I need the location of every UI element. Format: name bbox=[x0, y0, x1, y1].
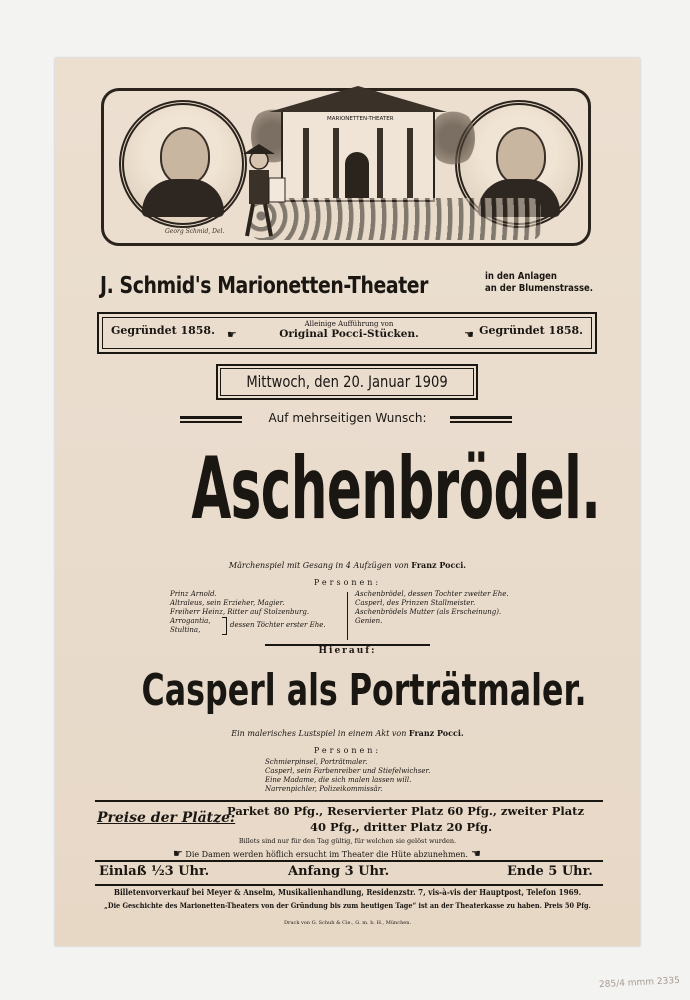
prices-label: Preise der Plätze: bbox=[97, 810, 236, 826]
pointing-hand-icon: ☛ bbox=[227, 328, 237, 341]
founded-left: Gegründet 1858. bbox=[111, 324, 215, 337]
play2-title-wrap bbox=[55, 660, 640, 722]
hats-notice-text: Die Damen werden höflich ersucht im Theater die Hüte abzunehmen. bbox=[185, 850, 468, 859]
brace bbox=[222, 617, 227, 635]
prices-line-2: 40 Pfg., dritter Platz 20 Pfg. bbox=[310, 820, 493, 834]
ticket-sales: Billetenvorverkauf bei Meyer & Anselm, Musikalienhandlung, Residenzstr. 7, vis-à-vis der Hauptpost, Telefon 1969. bbox=[113, 887, 582, 897]
play1-cast-left bbox=[170, 590, 340, 635]
location-line-2: an der Blumenstrasse. bbox=[485, 283, 594, 294]
founded-right: Gegründet 1858. bbox=[479, 324, 583, 337]
prices-note: Billets sind nur für den Tag gültig, für welchen sie gelöst wurden. bbox=[238, 837, 457, 845]
cast-pair bbox=[170, 617, 340, 635]
founded-middle-line-2: Original Pocci-Stücken. bbox=[279, 328, 419, 340]
poster-sheet bbox=[55, 58, 640, 946]
theatre-title: J. Schmid's Marionetten-Theater bbox=[100, 273, 429, 299]
artist-signature: Georg Schmid, Del. bbox=[165, 228, 225, 235]
play2-subtitle-text: Ein malerisches Lustspiel in einem Akt von bbox=[231, 729, 407, 738]
play2-title: Casperl als Porträtmaler. bbox=[141, 665, 587, 716]
play2-subtitle bbox=[55, 728, 640, 738]
play1-subtitle bbox=[55, 560, 640, 570]
cast-divider bbox=[347, 592, 348, 640]
date-box bbox=[216, 364, 478, 400]
printer-credit: Druck von G. Schuh & Cie., G. m. b. H., München. bbox=[283, 920, 412, 926]
cast-entry: Schmierpinsel, Porträtmaler. bbox=[265, 758, 368, 766]
theatre-sign: MARIONETTEN-THEATER bbox=[327, 116, 394, 122]
header-illustration bbox=[101, 88, 591, 246]
theatre-column bbox=[333, 128, 339, 198]
cast-entry: Aschenbrödels Mutter (als Erscheinung). bbox=[355, 608, 502, 616]
crowd-of-children bbox=[251, 198, 541, 240]
cast-entry: Casperl, sein Farbenreiber und Stiefelwichser. bbox=[265, 767, 431, 775]
cast-entry: Eine Madame, die sich malen lassen will. bbox=[265, 776, 412, 784]
theatre-roof bbox=[269, 86, 447, 112]
cast-entry: Arrogantia, bbox=[170, 617, 211, 625]
rule bbox=[95, 884, 603, 886]
pencil-inventory-note: 285/4 mmm 2335 bbox=[598, 975, 681, 991]
cast-entry: Stultina, bbox=[170, 626, 201, 634]
tree bbox=[431, 108, 475, 168]
casperl-figure bbox=[229, 144, 289, 240]
theatre-column bbox=[377, 128, 383, 198]
rule bbox=[95, 800, 603, 802]
end-time: Ende 5 Uhr. bbox=[507, 864, 593, 879]
portrait-coat bbox=[142, 179, 224, 217]
cast-entry: Genien. bbox=[355, 617, 383, 625]
play2-cast-heading: Personen: bbox=[313, 746, 382, 755]
theatre-door bbox=[345, 152, 369, 198]
cast-entry: Aschenbrödel, dessen Tochter zweiter Ehe. bbox=[355, 590, 509, 598]
location-line-1: in den Anlagen bbox=[485, 271, 557, 282]
portrait-face bbox=[160, 127, 210, 185]
cast-entry: Prinz Arnold. bbox=[170, 590, 217, 598]
play2-cast bbox=[265, 758, 465, 794]
cast-entry: Casperl, des Prinzen Stallmeister. bbox=[355, 599, 476, 607]
location-note bbox=[485, 271, 593, 295]
play1-title-wrap bbox=[55, 424, 640, 564]
cast-entry: Altraleus, sein Erzieher, Magier. bbox=[170, 599, 285, 607]
theatre-building bbox=[281, 110, 435, 202]
play1-subtitle-text: Märchenspiel mit Gesang in 4 Aufzügen von bbox=[228, 561, 409, 570]
founded-middle bbox=[249, 320, 449, 340]
theatre-column bbox=[407, 128, 413, 198]
request-line: Auf mehrseitigen Wunsch: bbox=[268, 411, 427, 425]
cast-entry: Narrenpichler, Polizeikommissär. bbox=[265, 785, 383, 793]
play1-author: Franz Pocci. bbox=[411, 560, 467, 570]
performance-date: Mittwoch, den 20. Januar 1909 bbox=[246, 372, 448, 391]
founded-box bbox=[97, 312, 597, 354]
portrait-face bbox=[496, 127, 546, 185]
entry-time: Einlaß ½3 Uhr. bbox=[99, 864, 210, 879]
pointing-hand-icon: ☛ bbox=[470, 847, 481, 860]
pointing-hand-icon: ☛ bbox=[464, 328, 474, 341]
play1-cast-heading: Personen: bbox=[313, 578, 382, 587]
cast-pair-note: dessen Töchter erster Ehe. bbox=[230, 621, 326, 629]
founded-middle-line-1: Alleinige Aufführung von bbox=[304, 320, 394, 328]
play1-cast-right bbox=[355, 590, 535, 626]
play2-author: Franz Pocci. bbox=[408, 728, 464, 738]
cast-entry: Freiherr Heinz, Ritter auf Stolzenburg. bbox=[170, 608, 310, 616]
prices-line-1: Parket 80 Pfg., Reservierter Platz 60 Pfg., zweiter Platz bbox=[227, 804, 585, 818]
theatre-column bbox=[303, 128, 309, 198]
history-notice: „Die Geschichte des Marionetten-Theaters von der Gründung bis zum heutigen Tage“ ist an der Theaterkasse zu haben. Preis 50 Pfg. bbox=[104, 901, 591, 910]
hats-notice bbox=[173, 847, 480, 860]
start-time: Anfang 3 Uhr. bbox=[288, 864, 390, 879]
thereafter-label: Hierauf: bbox=[318, 646, 377, 656]
play1-title: Aschenbrödel. bbox=[191, 439, 601, 539]
rule bbox=[95, 860, 603, 862]
portrait-left-medallion bbox=[119, 100, 247, 228]
pointing-hand-icon: ☛ bbox=[173, 847, 183, 860]
